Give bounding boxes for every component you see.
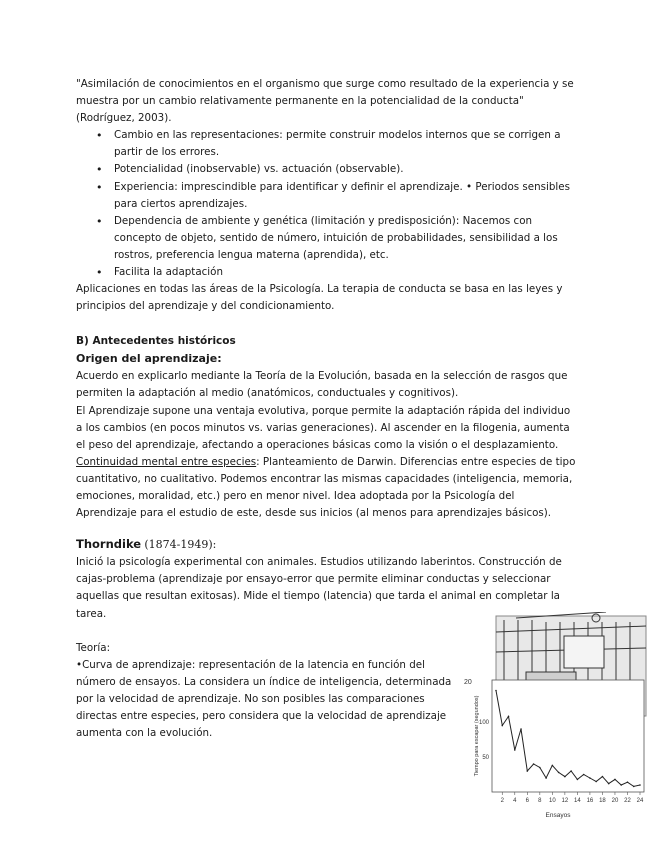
data-point [595, 781, 597, 783]
x-tick-label: 2 [500, 798, 504, 804]
list-item: • Potencialidad (inobservable) vs. actuación (observable). [76, 161, 576, 178]
data-point [508, 716, 510, 718]
data-point [558, 772, 560, 774]
data-point [639, 784, 641, 786]
x-tick-label: 22 [624, 798, 631, 804]
thorndike-heading [76, 536, 576, 554]
data-point [627, 781, 629, 783]
origen-paragraph-2: El Aprendizaje supone una ventaja evolutiva, porque permite la adaptación rápida del individuo a los cambios (en pocos minutos vs. varias generaciones). Al ascender en la filogenia, aumenta el peso del aprendizaje, afectando a operaciones básicas como la visión o el desplazamiento. [76, 404, 571, 451]
characteristics-list [76, 127, 576, 281]
x-tick-label: 20 [611, 798, 619, 804]
data-point [495, 690, 497, 692]
plot-area [492, 680, 644, 792]
figure-label: 20 [464, 679, 472, 686]
data-point [589, 777, 591, 779]
data-point [602, 776, 604, 778]
list-item: • Experiencia: imprescindible para identificar y definir el aprendizaje. • Periodos sensibles para ciertos aprendizajes. [76, 179, 576, 213]
figure-svg [456, 612, 648, 822]
data-point [608, 783, 610, 785]
x-tick-label: 18 [599, 798, 606, 804]
data-point [633, 786, 635, 788]
list-item: • Cambio en las representaciones: permite construir modelos internos que se corrigen a partir de los errores. [76, 127, 576, 161]
origen-paragraph-3 [76, 454, 576, 522]
data-point [533, 763, 535, 765]
data-point [552, 765, 554, 767]
data-point [514, 749, 516, 751]
data-point [577, 779, 579, 781]
list-item: • Facilita la adaptación [76, 264, 576, 281]
section-title: B) Antecedentes históricos [76, 335, 236, 348]
list-item: • Dependencia de ambiente y genética (limitación y predisposición): Nacemos con concepto de objeto, sentido de número, intuición de probabilidades, sensibilidad a los rostros, preferencia lengua materna (aprendida), etc. [76, 213, 576, 264]
data-point [527, 770, 529, 772]
y-tick-label: 100 [478, 720, 489, 726]
x-tick-label: 12 [561, 798, 569, 804]
data-point [570, 770, 572, 772]
x-tick-label: 8 [538, 798, 542, 804]
y-tick-label: 50 [482, 755, 489, 761]
continuidad-text: : Planteamiento de Darwin. Diferencias entre especies de tipo cuantitativo, no cualitativo. Podemos encontrar las mismas capacidades (inteligencia, memoria, emociones, moralidad, etc.) pero en menor nivel. Idea adoptada por la Psicología del Aprendizaje para el estudio de este, desde sus inicios (al menos para aprendizajes básicos). [76, 455, 576, 520]
data-point [501, 725, 503, 727]
teoria-paragraph: •Curva de aprendizaje: representación de la latencia en función del número de ensayos. La considera un índice de inteligencia, determinada por la velocidad de aprendizaje. No son posibles las comparaciones directas entre especies, pero considera que la velocidad de aprendizaje aumenta con la evolución. [76, 658, 452, 740]
thorndike-paragraph: Inició la psicología experimental con animales. Estudios utilizando laberintos. Construcción de cajas-problema (aprendizaje por ensayo-error que permite eliminar conductas y seleccionar aquellas que resultan exitosas). Mide el tiempo (latencia) que tarda el animal en completar la tarea. [76, 556, 562, 620]
continuidad-label: Continuidad mental entre especies [76, 455, 257, 468]
thorndike-name: Thorndike [76, 537, 142, 552]
x-tick-label: 24 [636, 798, 644, 804]
data-point [539, 767, 541, 769]
x-tick-label: 16 [586, 798, 594, 804]
teoria-label: Teoría: [76, 641, 111, 654]
x-tick-label: 14 [574, 798, 581, 804]
data-point [564, 776, 566, 778]
aplicaciones-paragraph: Aplicaciones en todas las áreas de la Psicología. La terapia de conducta se basa en las leyes y principios del aprendizaje y del condicionamiento. [76, 283, 563, 313]
learning-curve-chart [464, 679, 644, 819]
x-tick-label: 6 [525, 798, 529, 804]
y-axis-label: Tiempo para escapar (segundos) [474, 695, 480, 777]
origen-paragraph-1: Acuerdo en explicarlo mediante la Teoría de la Evolución, basada en la selección de rasgos que permiten la adaptación al medio (anatómicos, conductuales y cognitivos). [76, 370, 568, 400]
data-point [545, 777, 547, 779]
x-axis-label: Ensayos [545, 812, 571, 819]
data-point [520, 728, 522, 730]
data-point [614, 779, 616, 781]
thorndike-years: (1874-1949): [144, 538, 217, 552]
x-tick-label: 4 [513, 798, 517, 804]
definition-quote: "Asimilación de conocimientos en el organismo que surge como resultado de la experiencia y se muestra por un cambio relativamente permanente en la potencialidad de la conducta" (Rodríguez, 2003). [76, 78, 574, 125]
origen-title: Origen del aprendizaje: [76, 352, 222, 366]
data-point [583, 774, 585, 776]
x-tick-label: 10 [549, 798, 556, 804]
data-point [620, 784, 622, 786]
thorndike-figure [456, 612, 648, 822]
